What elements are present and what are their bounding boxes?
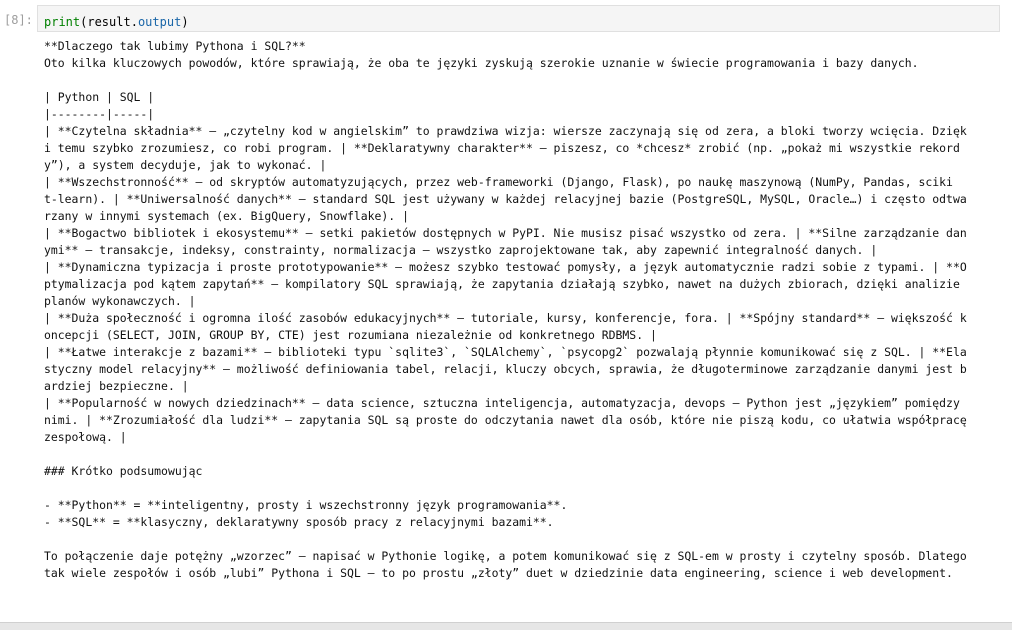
execution-count: [8]: [4, 13, 33, 27]
output-line: | **Czytelna składnia** – „czytelny kod w angielskim” to prawdziwa wizja: wiersze zaczynają się od zera, a bloki tworzy wcięcia. Dzięk [44, 124, 967, 138]
cell-output[interactable] [37, 38, 1012, 598]
code-paren-close: ) [181, 15, 189, 29]
output-line: | **Łatwe interakcje z bazami** – biblioteki typu `sqlite3`, `SQLAlchemy`, `psycopg2` pozwalają płynnie komunikować się z SQL. | **Ela [44, 345, 967, 359]
output-line: ymi** – transakcje, indeksy, constrainty, normalizacja – wszystko zaprojektowane tak, aby zapewnić integralność danych. | [44, 243, 878, 257]
output-emoji-line [37, 582, 1012, 598]
output-line: planów wykonawczych. | [44, 294, 196, 308]
output-line: |--------|-----| [44, 107, 155, 121]
output-line [37, 480, 1012, 497]
output-line: rzany w innymi systemach (ex. BigQuery, Snowflake). | [44, 209, 409, 223]
output-line: ### Krótko podsumowując [44, 464, 203, 478]
output-line: styczny model relacyjny** – możliwość definiowania tabel, relacji, kluczy obcych, sprawia, że długoterminowe zarządzanie danymi jest b [44, 362, 967, 376]
code-line [44, 15, 189, 29]
output-line: ptymalizacja pod kątem zapytań** – kompilatory SQL sprawiają, że zapytania działają szybko, nawet na dużych zbiorach, dzięki analizie [44, 277, 960, 291]
code-paren-open: ( [80, 15, 88, 29]
output-line: zespołową. | [44, 430, 127, 444]
code-attribute: output [137, 15, 182, 29]
output-line: nimi. | **Zrozumiałość dla ludzi** – zapytania SQL są proste do odczytania nawet dla osób, które nie piszą kodu, co ułatwia współpracę [44, 413, 967, 427]
output-line: | **Duża społeczność i ogromna ilość zasobów edukacyjnych** – tutoriale, kursy, konferencje, fora. | **Spójny standard** – większość k [44, 311, 967, 325]
output-line: - **Python** = **inteligentny, prosty i wszechstronny język programowania**. [44, 498, 568, 512]
output-line: Oto kilka kluczowych powodów, które sprawiają, że oba te języki zyskują szerokie uznanie w świecie programowania i bazy danych. [44, 56, 919, 70]
code-dot: . [130, 15, 138, 29]
output-line: - **SQL** = **klasyczny, deklaratywny sposób pracy z relacyjnymi bazami**. [44, 515, 554, 529]
output-line: t-learn). | **Uniwersalność danych** – standard SQL jest używany w każdej relacyjnej bazie (PostgreSQL, MySQL, Oracle…) i często odtwa [44, 192, 967, 206]
output-line: | Python | SQL | [44, 90, 155, 104]
output-line: tak wiele zespołów i osób „lubi” Pythona i SQL – to po prostu „złoty” duet w dziedzinie data engineering, science i web development. [44, 566, 953, 580]
output-line [37, 446, 1012, 463]
output-line: | **Popularność w nowych dziedzinach** – data science, sztuczna inteligencja, automatyzacja, devops – Python jest „językiem” pomiędzy [44, 396, 960, 410]
output-line [37, 531, 1012, 548]
code-builtin: print [44, 15, 81, 29]
output-line: | **Dynamiczna typizacja i proste prototypowanie** – możesz szybko testować pomysły, a język automatycznie radzi sobie z typami. | **O [44, 260, 967, 274]
output-line: y”), a system decyduje, jak to wykonać. | [44, 158, 327, 172]
output-line: ardziej bezpieczne. | [44, 379, 189, 393]
output-line: To połączenie daje potężny „wzorzec” – napisać w Pythonie logikę, a potem komunikować się z SQL-em w prosty i czytelny sposób. Dlatego [44, 549, 967, 563]
output-line: | **Wszechstronność** – od skryptów automatyzujących, przez web-frameworki (Django, Flask), po naukę maszynową (NumPy, Pandas, sciki [44, 175, 953, 189]
code-input[interactable] [37, 5, 1000, 32]
output-line: oncepcji (SELECT, JOIN, GROUP BY, CTE) jest rozumiana niezależnie od konkretnego RDBMS. | [44, 328, 657, 342]
output-line: i temu szybko zrozumiesz, co robi program. | **Deklaratywny charakter** – piszesz, co *chcesz* zrobić (np. „pokaż mi wszystkie rekord [44, 141, 960, 155]
output-line [37, 72, 1012, 89]
output-text [37, 38, 1012, 582]
output-line: | **Bogactwo bibliotek i ekosystemu** – setki pakietów dostępnych w PyPI. Nie musisz pisać wszystko od zera. | **Silne zarządzanie dan [44, 226, 967, 240]
code-variable: result [87, 15, 131, 29]
output-line: **Dlaczego tak lubimy Pythona i SQL?** [44, 39, 306, 53]
